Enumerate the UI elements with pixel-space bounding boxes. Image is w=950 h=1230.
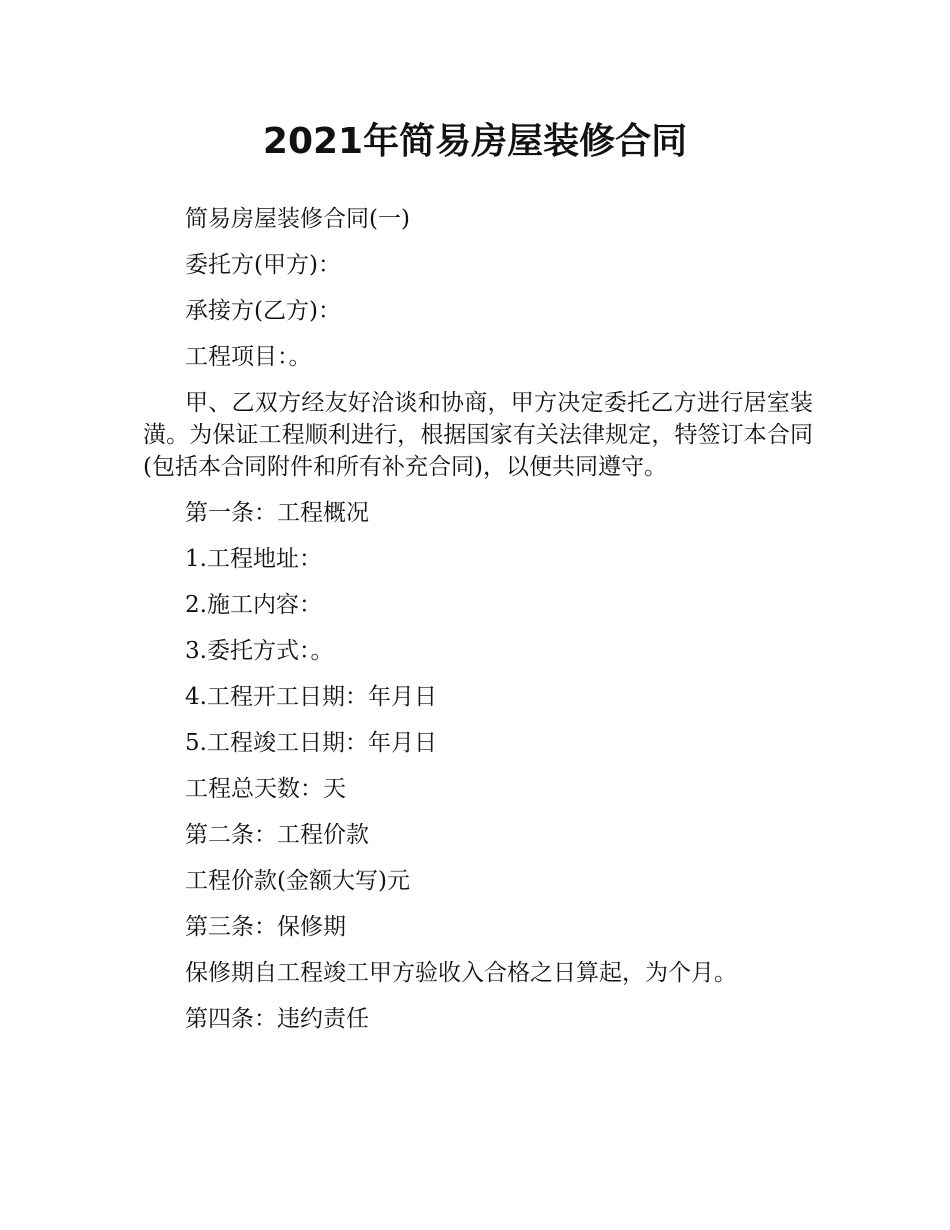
paragraph-party-b: 承接方(乙方)： <box>185 298 341 324</box>
paragraph-article-3-heading: 第三条：保修期 <box>185 914 346 940</box>
paragraph-contract-subtitle: 简易房屋装修合同(一) <box>185 206 410 232</box>
paragraph-project-address: 1.工程地址： <box>185 546 322 572</box>
paragraph-completion-date: 5.工程竣工日期：年月日 <box>185 730 437 756</box>
paragraph-start-date: 4.工程开工日期：年月日 <box>185 684 437 710</box>
paragraph-entrust-method: 3.委托方式：。 <box>185 638 334 664</box>
paragraph-total-days: 工程总天数：天 <box>185 776 346 802</box>
paragraph-article-4-heading: 第四条：违约责任 <box>185 1006 369 1032</box>
document-body <box>143 196 813 1042</box>
paragraph-warranty-period: 保修期自工程竣工甲方验收入合格之日算起，为个月。 <box>185 960 737 986</box>
paragraph-article-2-heading: 第二条：工程价款 <box>185 822 369 848</box>
paragraph-article-1-heading: 第一条：工程概况 <box>185 500 369 526</box>
paragraph-preamble: 甲、乙双方经友好洽谈和协商，甲方决定委托乙方进行居室装潢。为保证工程顺利进行，根据国家有关法律规定，特签订本合同(包括本合同附件和所有补充合同)，以便共同遵守。 <box>143 390 813 480</box>
paragraph-construction-content: 2.施工内容： <box>185 592 322 618</box>
paragraph-project-price: 工程价款(金额大写)元 <box>185 868 410 894</box>
paragraph-project: 工程项目：。 <box>185 344 312 370</box>
document-title: 2021年简易房屋装修合同 <box>262 121 688 162</box>
paragraph-party-a: 委托方(甲方)： <box>185 252 341 278</box>
